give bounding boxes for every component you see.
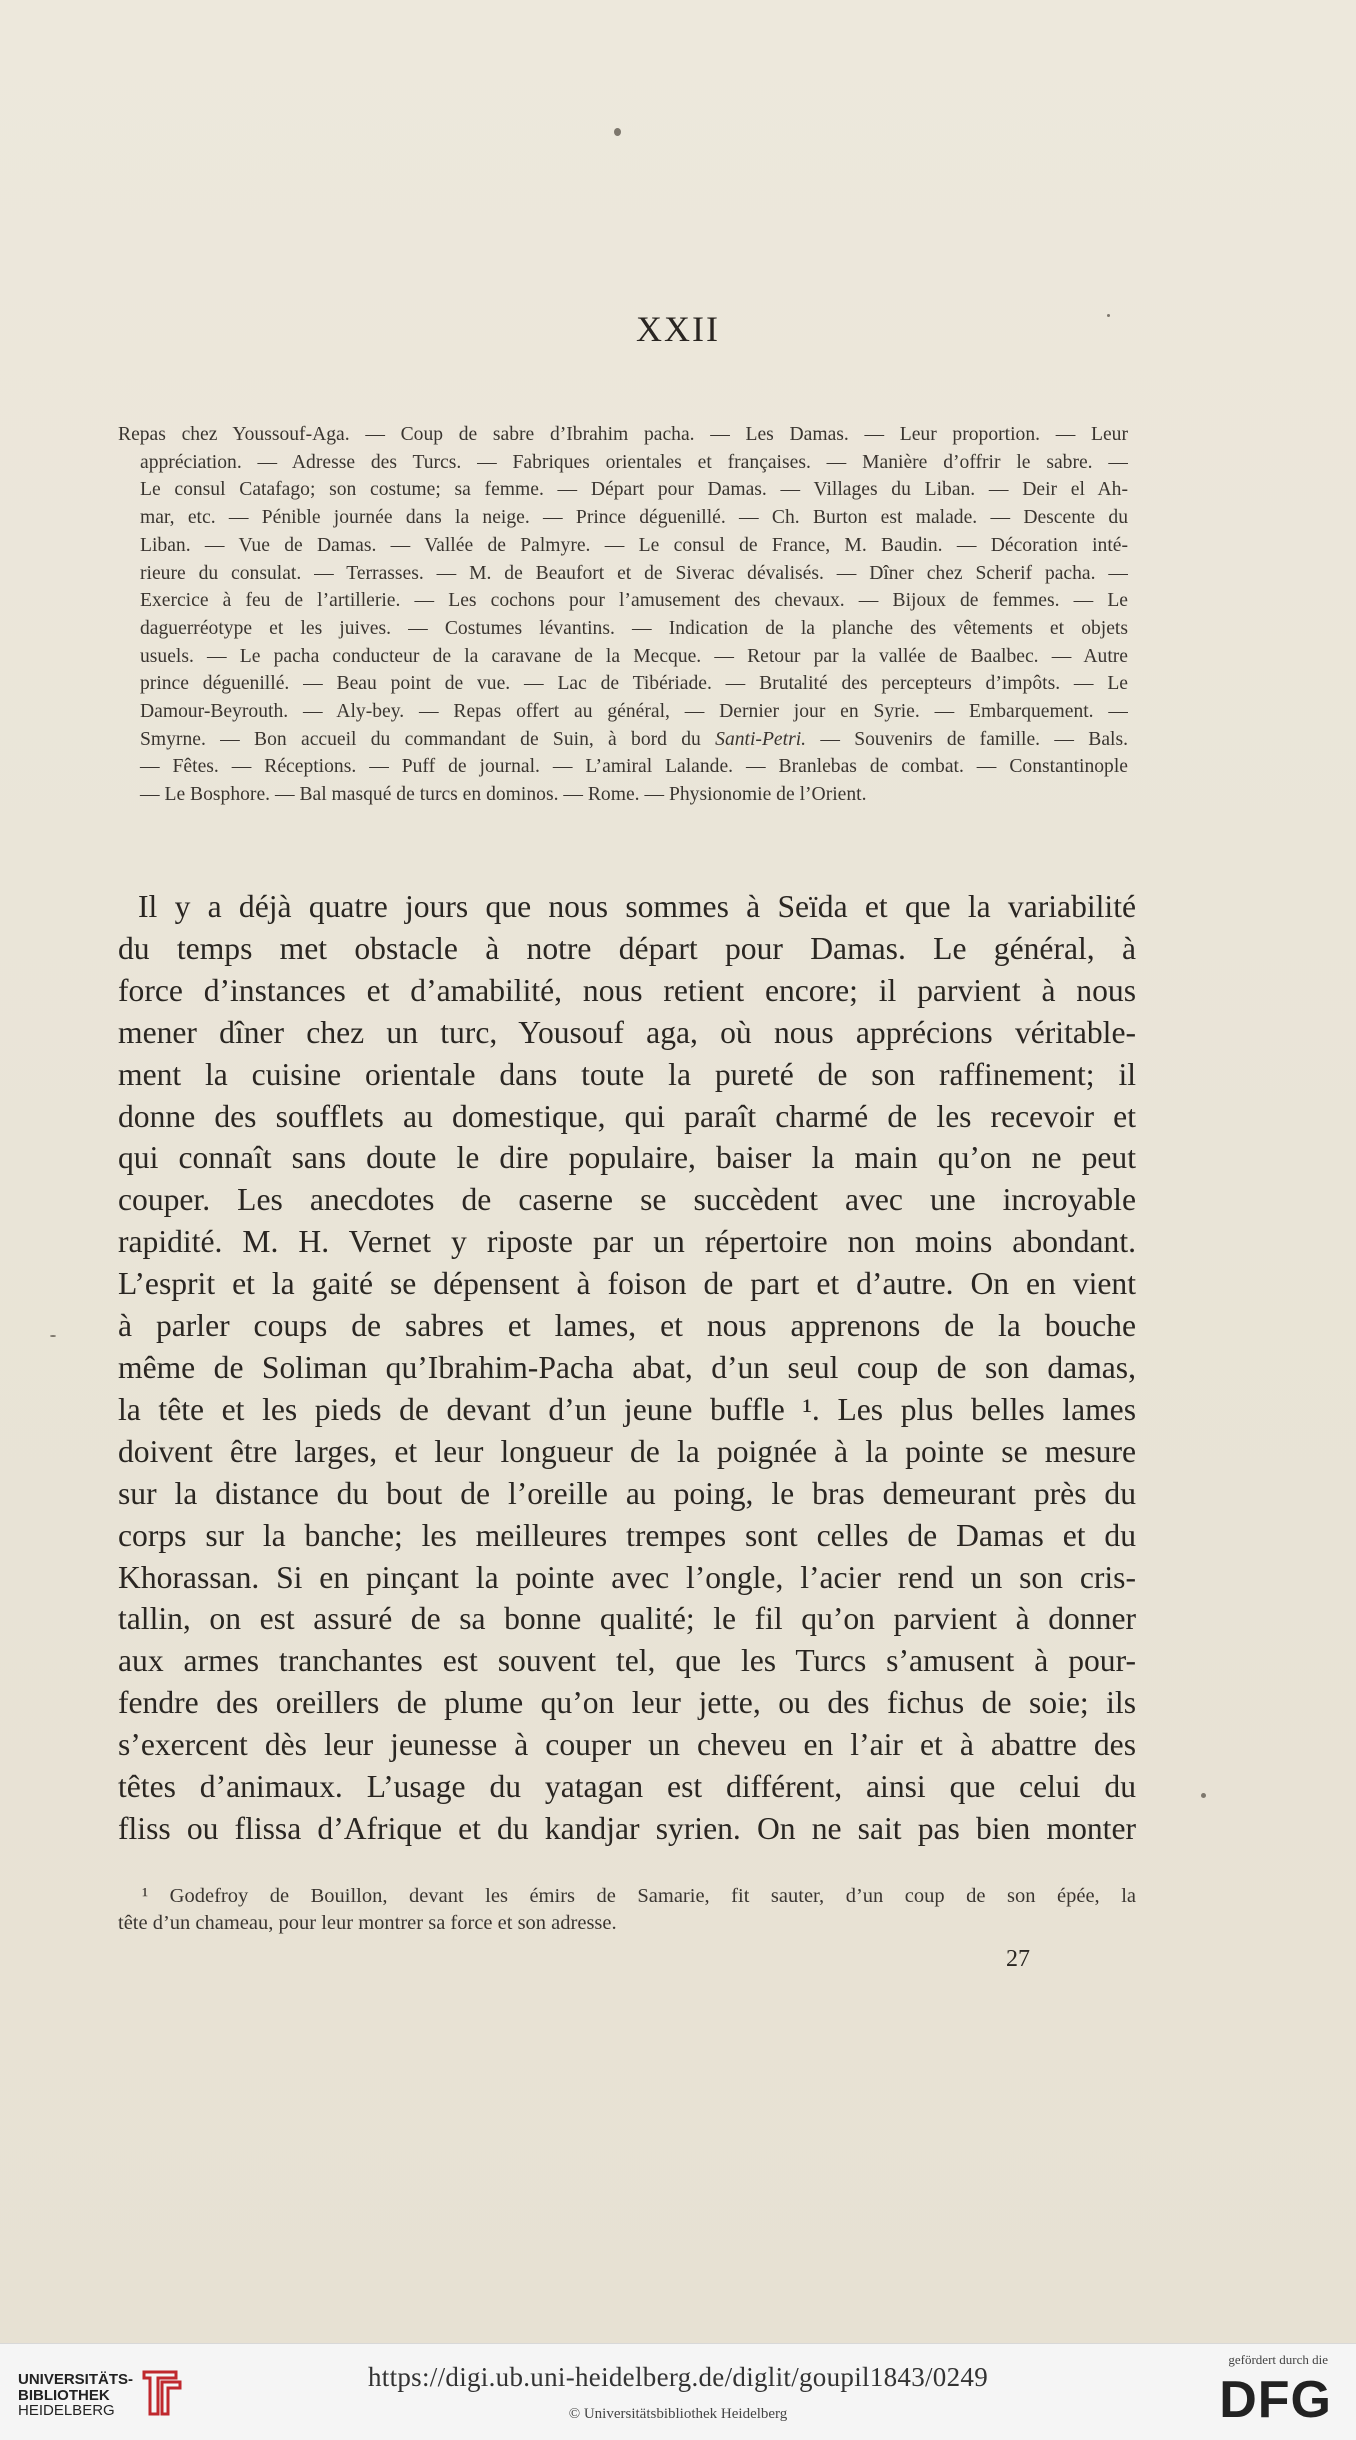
body-line: sur la distance du bout de l’oreille au poing, le bras demeurant près du <box>118 1475 1136 1511</box>
body-line: fliss ou flissa d’Afrique et du kandjar syrien. On ne sait pas bien monter <box>118 1810 1136 1846</box>
ship-name: Santi-Petri. <box>715 728 807 750</box>
footnote-line: tête d’un chameau, pour leur montrer sa force et son adresse. <box>118 1912 617 1934</box>
body-line: du temps met obstacle à notre départ pour Damas. Le général, à <box>118 930 1136 966</box>
ink-spot <box>1201 1793 1206 1798</box>
body-line: doivent être larges, et leur longueur de la poignée à la pointe se mesure <box>118 1433 1136 1469</box>
summary-line-with-italic <box>118 726 1128 754</box>
body-line: couper. Les anecdotes de caserne se succèdent avec une incroyable <box>118 1182 1136 1218</box>
summary-line: usuels. — Le pacha conducteur de la caravane de la Mecque. — Retour par la vallée de Baalbec. — Autre <box>140 645 1128 667</box>
ink-spot <box>50 1335 56 1337</box>
body-line: qui connaît sans doute le dire populaire, baiser la main qu’on ne peut <box>118 1140 1136 1176</box>
body-line: ment la cuisine orientale dans toute la pureté de son raffinement; il <box>118 1056 1136 1092</box>
chapter-number: XXII <box>636 309 720 349</box>
library-name-line: UNIVERSITÄTS- <box>18 2371 134 2388</box>
summary-line: Liban. — Vue de Damas. — Vallée de Palmyre. — Le consul de France, M. Baudin. — Décoration inté- <box>140 534 1128 556</box>
body-line: Khorassan. Si en pinçant la pointe avec l’ongle, l’acier rend un son cris- <box>118 1559 1136 1595</box>
permalink-url[interactable]: https://digi.ub.uni-heidelberg.de/diglit/goupil1843/0249 <box>367 2362 988 2392</box>
body-line: L’esprit et la gaité se dépensent à foison de part et d’autre. On en vient <box>118 1266 1136 1302</box>
summary-line: Damour-Beyrouth. — Aly-bey. — Repas offert au général, — Dernier jour en Syrie. — Embarquement. — <box>140 701 1128 723</box>
ink-spot <box>614 128 621 136</box>
body-line: même de Soliman qu’Ibrahim-Pacha abat, d’un seul coup de son damas, <box>118 1349 1136 1385</box>
library-name-line: BIBLIOTHEK <box>18 2386 110 2404</box>
summary-line: appréciation. — Adresse des Turcs. — Fabriques orientales et françaises. — Manière d’offrir le sabre. — <box>140 451 1128 473</box>
summary-line-start: Smyrne. — Bon accueil du commandant de Suin, à bord du <box>140 728 716 750</box>
body-line: têtes d’animaux. L’usage du yatagan est différent, ainsi que celui du <box>118 1769 1136 1805</box>
copyright-notice: © Universitätsbibliothek Heidelberg <box>568 2406 788 2422</box>
library-name-line: HEIDELBERG <box>18 2402 115 2419</box>
body-text <box>118 886 1136 1850</box>
funding-caption: gefördert durch die <box>1228 2352 1328 2367</box>
summary-line: prince déguenillé. — Beau point de vue. — Lac de Tibériade. — Brutalité des percepteurs d’impôts. — Le <box>140 673 1128 695</box>
summary-line: Repas chez Youssouf-Aga. — Coup de sabre d’Ibrahim pacha. — Les Damas. — Leur proportion. — Leur <box>118 424 1128 445</box>
body-line: rapidité. M. H. Vernet y riposte par un répertoire non moins abondant. <box>118 1224 1136 1260</box>
dfg-logo[interactable]: DFG <box>1219 2371 1332 2429</box>
summary-line: Le consul Catafago; son costume; sa femme. — Départ pour Damas. — Villages du Liban. — Deir el Ah- <box>140 479 1128 501</box>
summary-line: — Le Bosphore. — Bal masqué de turcs en dominos. — Rome. — Physionomie de l’Orient. <box>140 784 867 806</box>
summary-line: daguerréotype et les juives. — Costumes lévantins. — Indication de la planche des vêtements et objets <box>140 617 1128 639</box>
body-line: s’exercent dès leur jeunesse à couper un cheveu en l’air et à abattre des <box>118 1727 1136 1763</box>
body-line: à parler coups de sabres et lames, et nous apprenons de la bouche <box>118 1308 1136 1344</box>
summary-line: — Fêtes. — Réceptions. — Puff de journal. — L’amiral Lalande. — Branlebas de combat. — Constantinople <box>140 756 1128 778</box>
body-line: force d’instances et d’amabilité, nous retient encore; il parvient à nous <box>118 972 1136 1008</box>
page-number: 27 <box>1006 1946 1030 1972</box>
summary-line: mar, etc. — Pénible journée dans la neige. — Prince déguenillé. — Ch. Burton est malade. — Descente du <box>140 507 1128 529</box>
footnote <box>118 1883 1136 1937</box>
body-line: la tête et les pieds de devant d’un jeune buffle ¹. Les plus belles lames <box>118 1391 1136 1427</box>
summary-line: rieure du consulat. — Terrasses. — M. de Beaufort et de Siverac dévalisés. — Dîner chez Scherif pacha. — <box>140 562 1128 584</box>
body-line: fendre des oreillers de plume qu’on leur jette, ou des fichus de soie; ils <box>118 1685 1136 1721</box>
chapter-summary <box>118 421 1128 809</box>
summary-line: Exercice à feu de l’artillerie. — Les cochons pour l’amusement des chevaux. — Bijoux de femmes. — Le <box>140 590 1128 612</box>
body-line: Il y a déjà quatre jours que nous sommes à Seïda et que la variabilité <box>138 889 1136 924</box>
summary-line-end: — Souvenirs de famille. — Bals. <box>806 728 1128 750</box>
body-line: mener dîner chez un turc, Yousouf aga, où nous apprécions véritable- <box>118 1014 1136 1050</box>
body-line: corps sur la banche; les meilleures trempes sont celles de Damas et du <box>118 1517 1136 1553</box>
body-line: tallin, on est assuré de sa bonne qualité; le fil qu’on parvient à donner <box>118 1601 1136 1637</box>
body-line: donne des soufflets au domestique, qui paraît charmé de les recevoir et <box>118 1098 1136 1134</box>
body-line: aux armes tranchantes est souvent tel, que les Turcs s’amusent à pour- <box>118 1643 1136 1679</box>
footnote-line: ¹ Godefroy de Bouillon, devant les émirs de Samarie, fit sauter, d’un coup de son épée, la <box>142 1885 1136 1907</box>
